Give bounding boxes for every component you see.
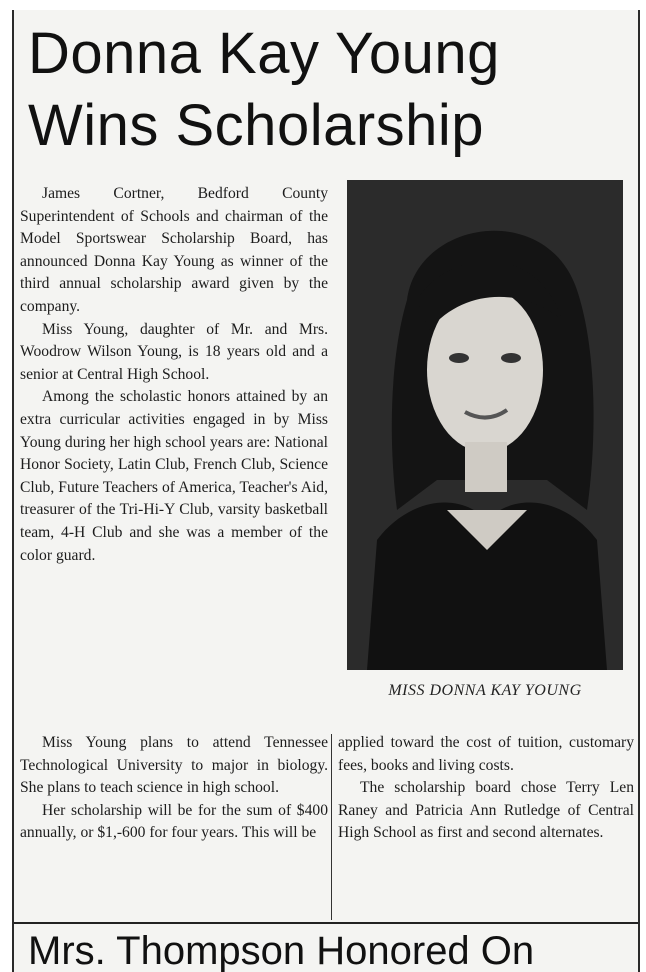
- article-column-right-bottom: [338, 732, 634, 845]
- paragraph-alternates: The scholarship board chose Terry Len Raney and Patricia Ann Rutledge of Central High School as first and second alternates.: [338, 779, 634, 842]
- headline-line-1: Donna Kay Young: [28, 21, 500, 86]
- portrait-photo: [347, 180, 623, 670]
- article-column-left-top: [20, 183, 328, 567]
- headline: [28, 18, 628, 162]
- section-rule: [14, 922, 638, 924]
- paragraph-announcement: James Cortner, Bedford County Superintendent of Schools and chairman of the Model Sportswear Scholarship Board, has announced Donna Kay Young as winner of the third annual scholarship award given by the company.: [20, 185, 328, 315]
- photo-caption: MISS DONNA KAY YOUNG: [388, 682, 582, 699]
- paragraph-family: Miss Young, daughter of Mr. and Mrs. Woodrow Wilson Young, is 18 years old and a senior at Central High School.: [20, 320, 328, 383]
- newspaper-clipping: [12, 10, 640, 972]
- paragraph-costs: applied toward the cost of tuition, customary fees, books and living costs.: [338, 734, 634, 774]
- paragraph-plans: Miss Young plans to attend Tennessee Technological University to major in biology. She plans to teach science in high school.: [20, 734, 328, 797]
- paragraph-amount: Her scholarship will be for the sum of $400 annually, or $1,-600 for four years. This will be: [20, 801, 328, 842]
- portrait-image: [347, 180, 623, 670]
- next-article-headline: Mrs. Thompson Honored On: [28, 929, 535, 972]
- paragraph-honors: Among the scholastic honors attained by an extra curricular activities engaged in by Miss Young during her high school years are: National Honor Society, Latin Club, French Club, Science Club, Future Teachers of America, Teacher's Aid, treasurer of the Tri-Hi-Y Club, varsity basketball team, 4-H Club and she was a member of the color guard.: [20, 388, 328, 564]
- headline-line-2: Wins Scholarship: [28, 93, 485, 158]
- article-column-left-bottom: [20, 732, 328, 845]
- column-divider: [331, 734, 332, 920]
